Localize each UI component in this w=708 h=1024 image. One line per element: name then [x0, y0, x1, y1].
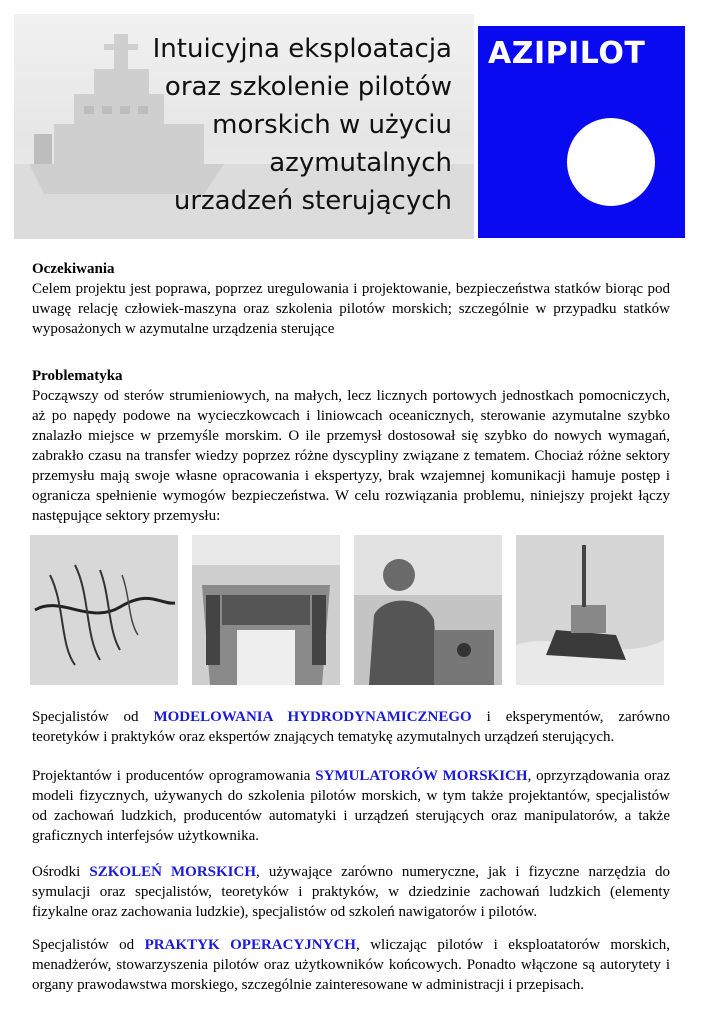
expectations-section: [32, 259, 670, 339]
sector-text: Projektantów i producentów oprogramowania: [32, 768, 316, 784]
logo-circle-icon: [567, 118, 655, 206]
sector-hydrodynamics: [32, 707, 670, 747]
sector-operations: [32, 935, 670, 995]
sector-text: i eksperymentów, zarówno teoretyków i praktyków oraz ekspertów znających tematykę azymutalnych urządzeń sterujących.: [32, 709, 671, 745]
propeller-vortex-photo: [30, 535, 178, 685]
sector-simulators: [32, 766, 670, 846]
expectations-body: Celem projektu jest poprawa, poprzez uregulowania i projektowanie, bezpieczeństwa statków biorąc pod uwagę relację człowiek-maszyna oraz szkolenia pilotów morskich; szczególnie w przypadku statków wyposażonych w azymutalne urządzenia sterujące: [32, 281, 670, 337]
problem-body: Począwszy od sterów strumieniowych, na małych, lecz licznych portowych jednostkach pomocniczych, aż po napędy podowe na wycieczkowcach i liniowcach oceanicznych, sterowanie azymutalne szybko znalazło miejsce w przemyśle morskim. O ile przemysł dostosował się szybko do nowych wymagań, zabrakło czasu na transfer wiedzy poprzez różne dyscypliny związane z tematem. Chociaż różne sektory przemysłu mają swoje własne opracowania i ekspertyzy, brak wzajemnej komunikacji hamuje postęp i ogranicza spełnienie wymogów bezpieczeństwa. W celu rozwiązania problemu, niniejszy projekt łączy następujące sektory przemysłu:: [32, 388, 670, 524]
sector-text: Specjalistów od: [32, 937, 145, 953]
bridge-console-photo: [192, 535, 340, 685]
title-line: azymutalnych: [269, 148, 452, 178]
title-line: urzadzeń sterujących: [173, 186, 452, 216]
sector-keyword: SYMULATORÓW MORSKICH: [315, 768, 528, 784]
sector-text: , używające zarówno numeryczne, jak i fizyczne narzędzia do symulacji oraz specjalistów, teoretyków i praktyków, w dziedzinie zachowań ludzkich (elementy fizykalne oraz zachowania ludzkie), specjalistów od szkoleń nawigatorów i pilotów.: [32, 864, 671, 920]
pilot-at-helm-photo: [354, 535, 502, 685]
sector-training: [32, 862, 670, 922]
sector-text: , wliczając pilotów i eksploatatorów morskich, menadżerów, stowarzyszenia pilotów oraz użytkowników końcowych. Ponadto włączone są autorytety i organy prawodawstwa morskiego, szczególnie zainteresowane w administracji i przepisach.: [32, 937, 671, 993]
sector-text: Specjalistów od: [32, 709, 154, 725]
document-title: [32, 30, 452, 220]
sector-keyword: SZKOLEŃ MORSKICH: [89, 864, 257, 880]
brand-name: AZIPILOT: [488, 36, 646, 71]
sector-keyword: PRAKTYK OPERACYJNYCH: [144, 937, 356, 953]
photo-strip: [0, 535, 708, 690]
azipilot-logo: [478, 26, 685, 238]
title-line: morskich w użyciu: [212, 110, 452, 140]
title-line: Intuicyjna eksploatacja: [152, 34, 452, 64]
title-line: oraz szkolenie pilotów: [164, 72, 452, 102]
sector-keyword: MODELOWANIA HYDRODYNAMICZNEGO: [153, 709, 472, 725]
sector-text: , oprzyrządowania oraz modeli fizycznych, używanych do szkolenia pilotów morskich, w tym także projektantów, specjalistów od zachowań ludzkich, producentów automatyki i urządzeń sterujących oraz manipulatorów, a także graficznych interfejsów użytkownika.: [32, 768, 670, 844]
expectations-heading: Oczekiwania: [32, 261, 115, 277]
problem-section: [32, 366, 670, 526]
sector-text: Ośrodki: [32, 864, 90, 880]
problem-heading: Problematyka: [32, 368, 123, 384]
tug-boat-photo: [516, 535, 664, 685]
